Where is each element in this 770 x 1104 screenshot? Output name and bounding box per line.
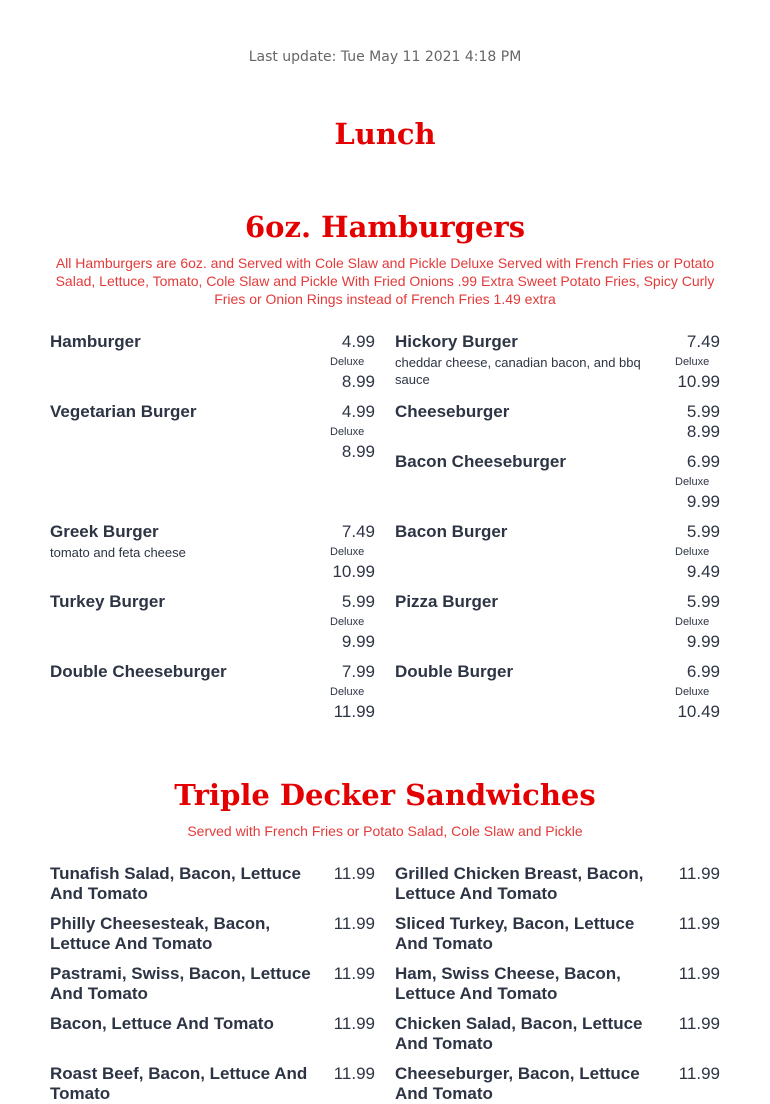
deluxe-label: Deluxe [330, 356, 365, 368]
deluxe-label: Deluxe [675, 686, 710, 698]
item-price: 11.99 [333, 1014, 375, 1033]
item-name: Hickory Burger [395, 332, 518, 351]
item-name: Vegetarian Burger [50, 402, 197, 421]
item-price: 5.99 [686, 522, 720, 541]
item-name: Cheeseburger, Bacon, Lettuce And Tomato [395, 1064, 640, 1103]
deluxe-label: Deluxe [330, 426, 365, 438]
item-price: 11.99 [333, 964, 375, 983]
item-name: Bacon, Lettuce And Tomato [50, 1014, 274, 1033]
item-price: 11.99 [678, 964, 720, 983]
deluxe-label: Deluxe [330, 686, 365, 698]
item-price: 4.99 [341, 332, 375, 351]
deluxe-price: 9.99 [341, 632, 375, 651]
deluxe-label: Deluxe [675, 546, 710, 558]
deluxe-price: 10.99 [677, 372, 720, 391]
burgers-section-description: All Hamburgers are 6oz. and Served with Cole Slaw and Pickle Deluxe Served with French Fries or Potato Salad, Lettuce, Tomato, Cole Slaw and Pickle With Fried Onions .99 Extra Sweet Potato Fries, Spicy Curly Fries or Onion Rings instead of French Fries 1.49 extra [55, 255, 715, 307]
item-price: 5.99 [686, 592, 720, 611]
item-price: 7.49 [686, 332, 720, 351]
deluxe-label: Deluxe [675, 356, 710, 368]
item-name: Pizza Burger [395, 592, 498, 611]
item-price: 6.99 [686, 452, 720, 471]
item-name: Cheeseburger [395, 402, 510, 421]
deluxe-label: Deluxe [330, 546, 365, 558]
item-name: Roast Beef, Bacon, Lettuce And Tomato [50, 1064, 308, 1103]
deluxe-price: 11.99 [333, 702, 375, 721]
item-name: Double Burger [395, 662, 514, 681]
item-price: 4.99 [341, 402, 375, 421]
deluxe-price: 8.99 [341, 442, 375, 461]
item-name: Philly Cheesesteak, Bacon, Lettuce And Tomato [50, 914, 271, 953]
deluxe-price: 9.99 [686, 632, 720, 651]
item-price-secondary: 8.99 [686, 422, 720, 441]
item-name: Pastrami, Swiss, Bacon, Lettuce And Tomato [50, 964, 311, 1003]
item-price: 5.99 [341, 592, 375, 611]
item-price: 11.99 [678, 864, 720, 883]
item-price: 5.99 [686, 402, 720, 421]
deluxe-label: Deluxe [330, 616, 365, 628]
deluxe-price: 8.99 [341, 372, 375, 391]
item-price: 7.99 [341, 662, 375, 681]
item-description: tomato and feta cheese [50, 545, 186, 560]
deluxe-label: Deluxe [675, 476, 710, 488]
sandwiches-section-title: Triple Decker Sandwiches [174, 778, 596, 812]
sandwiches-section-description: Served with French Fries or Potato Salad, Cole Slaw and Pickle [187, 823, 583, 839]
item-description: cheddar cheese, canadian bacon, and bbq sauce [395, 355, 641, 387]
item-price: 11.99 [333, 864, 375, 883]
item-name: Double Cheeseburger [50, 662, 227, 681]
item-name: Bacon Cheeseburger [395, 452, 566, 471]
item-name: Chicken Salad, Bacon, Lettuce And Tomato [395, 1014, 643, 1053]
deluxe-price: 9.49 [686, 562, 720, 581]
item-price: 11.99 [333, 914, 375, 933]
last-update-text: Last update: Tue May 11 2021 4:18 PM [248, 49, 522, 65]
item-price: 7.49 [341, 522, 375, 541]
item-price: 11.99 [678, 1064, 720, 1083]
item-name: Sliced Turkey, Bacon, Lettuce And Tomato [395, 914, 635, 953]
deluxe-price: 10.49 [677, 702, 720, 721]
item-name: Grilled Chicken Breast, Bacon, Lettuce And Tomato [395, 864, 644, 903]
item-name: Greek Burger [50, 522, 159, 541]
lunch-title: Lunch [334, 117, 436, 151]
item-name: Turkey Burger [50, 592, 165, 611]
deluxe-price: 10.99 [332, 562, 375, 581]
item-price: 11.99 [678, 1014, 720, 1033]
item-price: 6.99 [686, 662, 720, 681]
deluxe-price: 9.99 [686, 492, 720, 511]
item-name: Ham, Swiss Cheese, Bacon, Lettuce And Tomato [395, 964, 621, 1003]
item-price: 11.99 [333, 1064, 375, 1083]
item-price: 11.99 [678, 914, 720, 933]
item-name: Hamburger [50, 332, 141, 351]
item-name: Tunafish Salad, Bacon, Lettuce And Tomato [50, 864, 301, 903]
deluxe-label: Deluxe [675, 616, 710, 628]
item-name: Bacon Burger [395, 522, 508, 541]
burgers-section-title: 6oz. Hamburgers [244, 210, 526, 244]
